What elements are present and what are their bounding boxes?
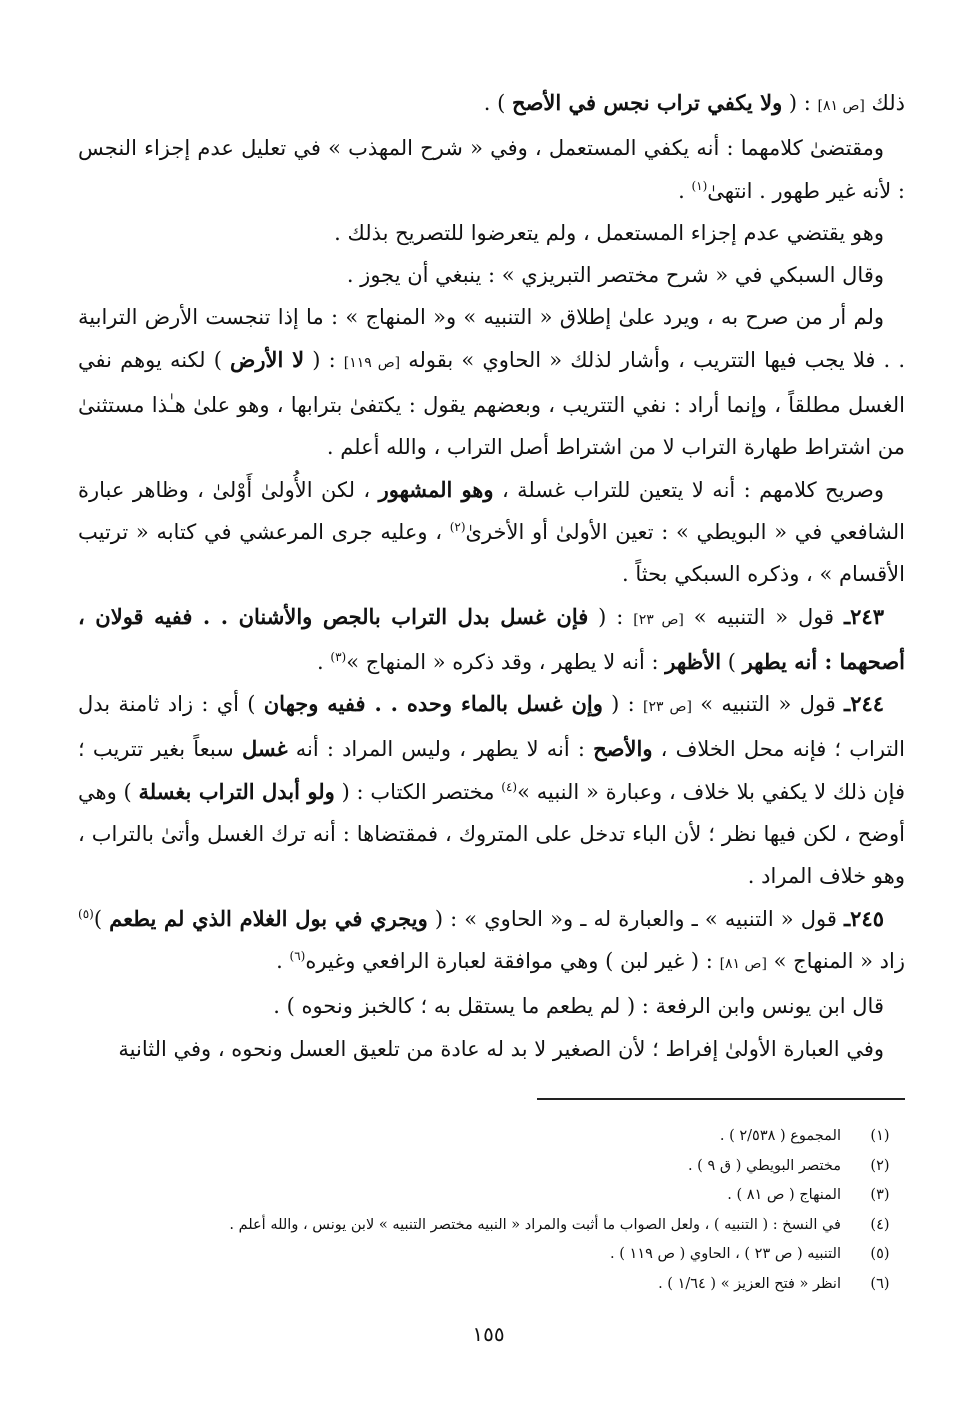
text: ) [721,649,743,674]
footnote-marker[interactable]: (٣) [330,649,347,664]
text: زاد « المنهاج » [766,948,905,973]
paragraph-6 [78,469,905,596]
footnote-number: (٢) [870,1157,890,1174]
footnote-marker[interactable]: (٤) [501,779,518,794]
text: قول « التنبيه » [691,692,845,717]
text: ، وعليه جرى المرعشي في كتابه « ترتيب الأقسام » ، وذكره السبكي بحثاً . [78,519,905,587]
text: : ( غير لبن ) وهي موافقة لعبارة الرافعي وغيره [305,948,720,973]
footnote-separator [537,1098,905,1100]
text: : أنه لا يطهر ، وقد ذكره « المنهاج » [346,649,666,674]
footnote-item [75,1211,905,1241]
page-number: ١٥٥ [472,1322,505,1346]
paragraph-244 [78,683,905,897]
emphasis: والأصح [593,736,653,762]
footnote-marker[interactable]: (٦) [289,948,306,963]
footnote-text: المجموع ( ٢/٥٣٨ ) . [719,1128,841,1144]
footnote-text: انظر « فتح العزيز » ( ١/٦٤ ) . [658,1275,841,1292]
footnote-number: (١) [870,1128,890,1144]
quoted-text: فإن غسل بدل التراب بالجص والأشنان . . ففيه قولان ، أصحهما : أنه يطهر [78,603,905,674]
footnote-text: في النسخ : ( التنبيه ) ، ولعل الصواب ما أثبت والمراد « النبيه مختصر التنبيه » لابن يونس ، والله أعلم . [229,1216,841,1233]
issue-number: ٢٤٥ـ [844,905,884,931]
page-ref: [ص ٨١] [817,98,865,114]
footnote-item [75,1181,905,1211]
footnote-text: مختصر البويطي ( ق ٩ ) . [687,1157,841,1174]
page-ref: [ص ٢٣] [642,699,692,716]
text: . [276,948,290,973]
quoted-text: ويجري في بول الغلام الذي لم يطعم [109,905,428,931]
text: ولم أر من صرح به ، ويرد علىٰ إطلاق « التنبيه » و« المنهاج » : ما إذا تنجست الأرض الترابية . . فلا يجب فيها التتريب ، وأشار لذلك « الحاوي » بقوله [78,305,906,372]
footnote-marker[interactable]: (١) [691,178,708,193]
text: ) . [483,91,513,115]
quoted-text: وإن غسل بالماء وحده . . ففيه وجهان [263,691,603,717]
text: ، لكن الأُولىٰ أَوْلىٰ ، وظاهر عبارة الشافعي في « البويطي » : تعين الأولىٰ أو الأخرىٰ [78,477,906,544]
text: ) لكنه يوهم نفي الغسل مطلقاً ، وإنما أراد : نفي التتريب ، وبعضهم يقول : يكتفىٰ بترابها ، وهو علىٰ هـٰذا مستثنىٰ من اشتراط طهارة التراب لا من اشتراط أصل التراب ، والله أعلم . [78,347,905,460]
issue-number: ٢٤٣ـ [844,603,884,629]
page-ref: [ص ٢٣] [633,611,684,628]
page-ref: [ص ٨١] [719,955,767,972]
text: مختصر الكتاب : ( [334,779,502,804]
quoted-text: لا الأرض [230,346,305,372]
text: ومقتضىٰ كلامهما : أنه يكفي المستعمل ، وفي « شرح المهذب » في تعليل عدم إجزاء النجس : لأنه غير طهور . انتهىٰ [78,136,905,203]
text: سبعاً بغير تتريب ؛ فإن ذلك لا يكفي بلا خلاف ، وعبارة « النبيه » [78,737,905,804]
text: . [317,649,331,674]
paragraph-4: وقال السبكي في « شرح مختصر التبريزي » : ينبغي أن يجوز . [346,263,884,288]
paragraph-5 [78,296,905,468]
emphasis: غسل [241,736,288,762]
quoted-text: ولو أبدل التراب بغسلة [138,778,335,804]
paragraph-3: وهو يقتضي عدم إجزاء المستعمل ، ولم يتعرضوا للتصريح بذلك . [334,220,884,245]
text: ) وهي أوضح ، لكن فيها نظر ؛ لأن الباء تدخل على المتروك ، فمقتضاها : أنه ترك الغسل وأتىٰ بالتراب ، وهو خلاف المراد . [78,779,905,889]
footnote-number: (٦) [870,1275,890,1292]
emphasis: الأظهر [665,648,722,674]
footnote-marker[interactable]: (٥) [78,906,94,921]
footnote-item [75,1270,905,1300]
page-ref: [ص ١١٩] [343,354,401,371]
text: : ( [602,692,643,717]
text: : ( [782,91,818,115]
footnotes [75,1122,905,1299]
emphasis: وهو المشهور [378,476,494,502]
main-text [78,82,905,1070]
paragraph-243 [78,596,905,684]
paragraph-2 [78,127,905,212]
issue-number: ٢٤٤ـ [844,691,885,717]
text: : ( [588,604,634,629]
text: ) [93,906,110,931]
text: قول « التنبيه » [683,604,844,629]
paragraph-1 [78,82,905,127]
text: وصريح كلامهم : أنه لا يتعين للتراب غسلة ، [493,477,885,502]
text: قول « التنبيه » ـ والعبارة له ـ و« الحاوي » : ( [427,906,844,931]
text: : ( [304,347,344,372]
paragraph-11: وفي العبارة الأولىٰ إفراط ؛ لأن الصغير لا بد له عادة من تلعيق العسل ونحوه ، وفي الثانية [118,1036,884,1061]
text: ذلك [864,91,905,115]
text: . [678,178,692,203]
text: : أنه لا يطهر ، وليس المراد : أنه [287,737,594,762]
quoted-text: ولا يكفي تراب نجس في الأصح [512,90,783,115]
text: ) أي : زاد ثامنة بدل التراب ؛ فإنه محل الخلاف ، [78,692,906,762]
footnote-item [75,1122,905,1152]
footnote-marker[interactable]: (٢) [449,519,466,534]
footnote-text: المنهاج ( ص ٨١ ) . [727,1187,841,1203]
footnote-number: (٤) [870,1216,890,1233]
paragraph-245 [78,898,905,986]
footnote-text: التنبيه ( ص ٢٣ ) ، الحاوي ( ص ١١٩ ) . [610,1246,841,1262]
paragraph-10: قال ابن يونس وابن الرفعة : ( لم يطعم ما يستقل به ؛ كالخبز ونحوه ) . [273,994,884,1019]
footnote-item [75,1152,905,1182]
footnote-number: (٣) [870,1187,890,1203]
footnote-number: (٥) [870,1246,890,1262]
footnote-item [75,1240,905,1270]
